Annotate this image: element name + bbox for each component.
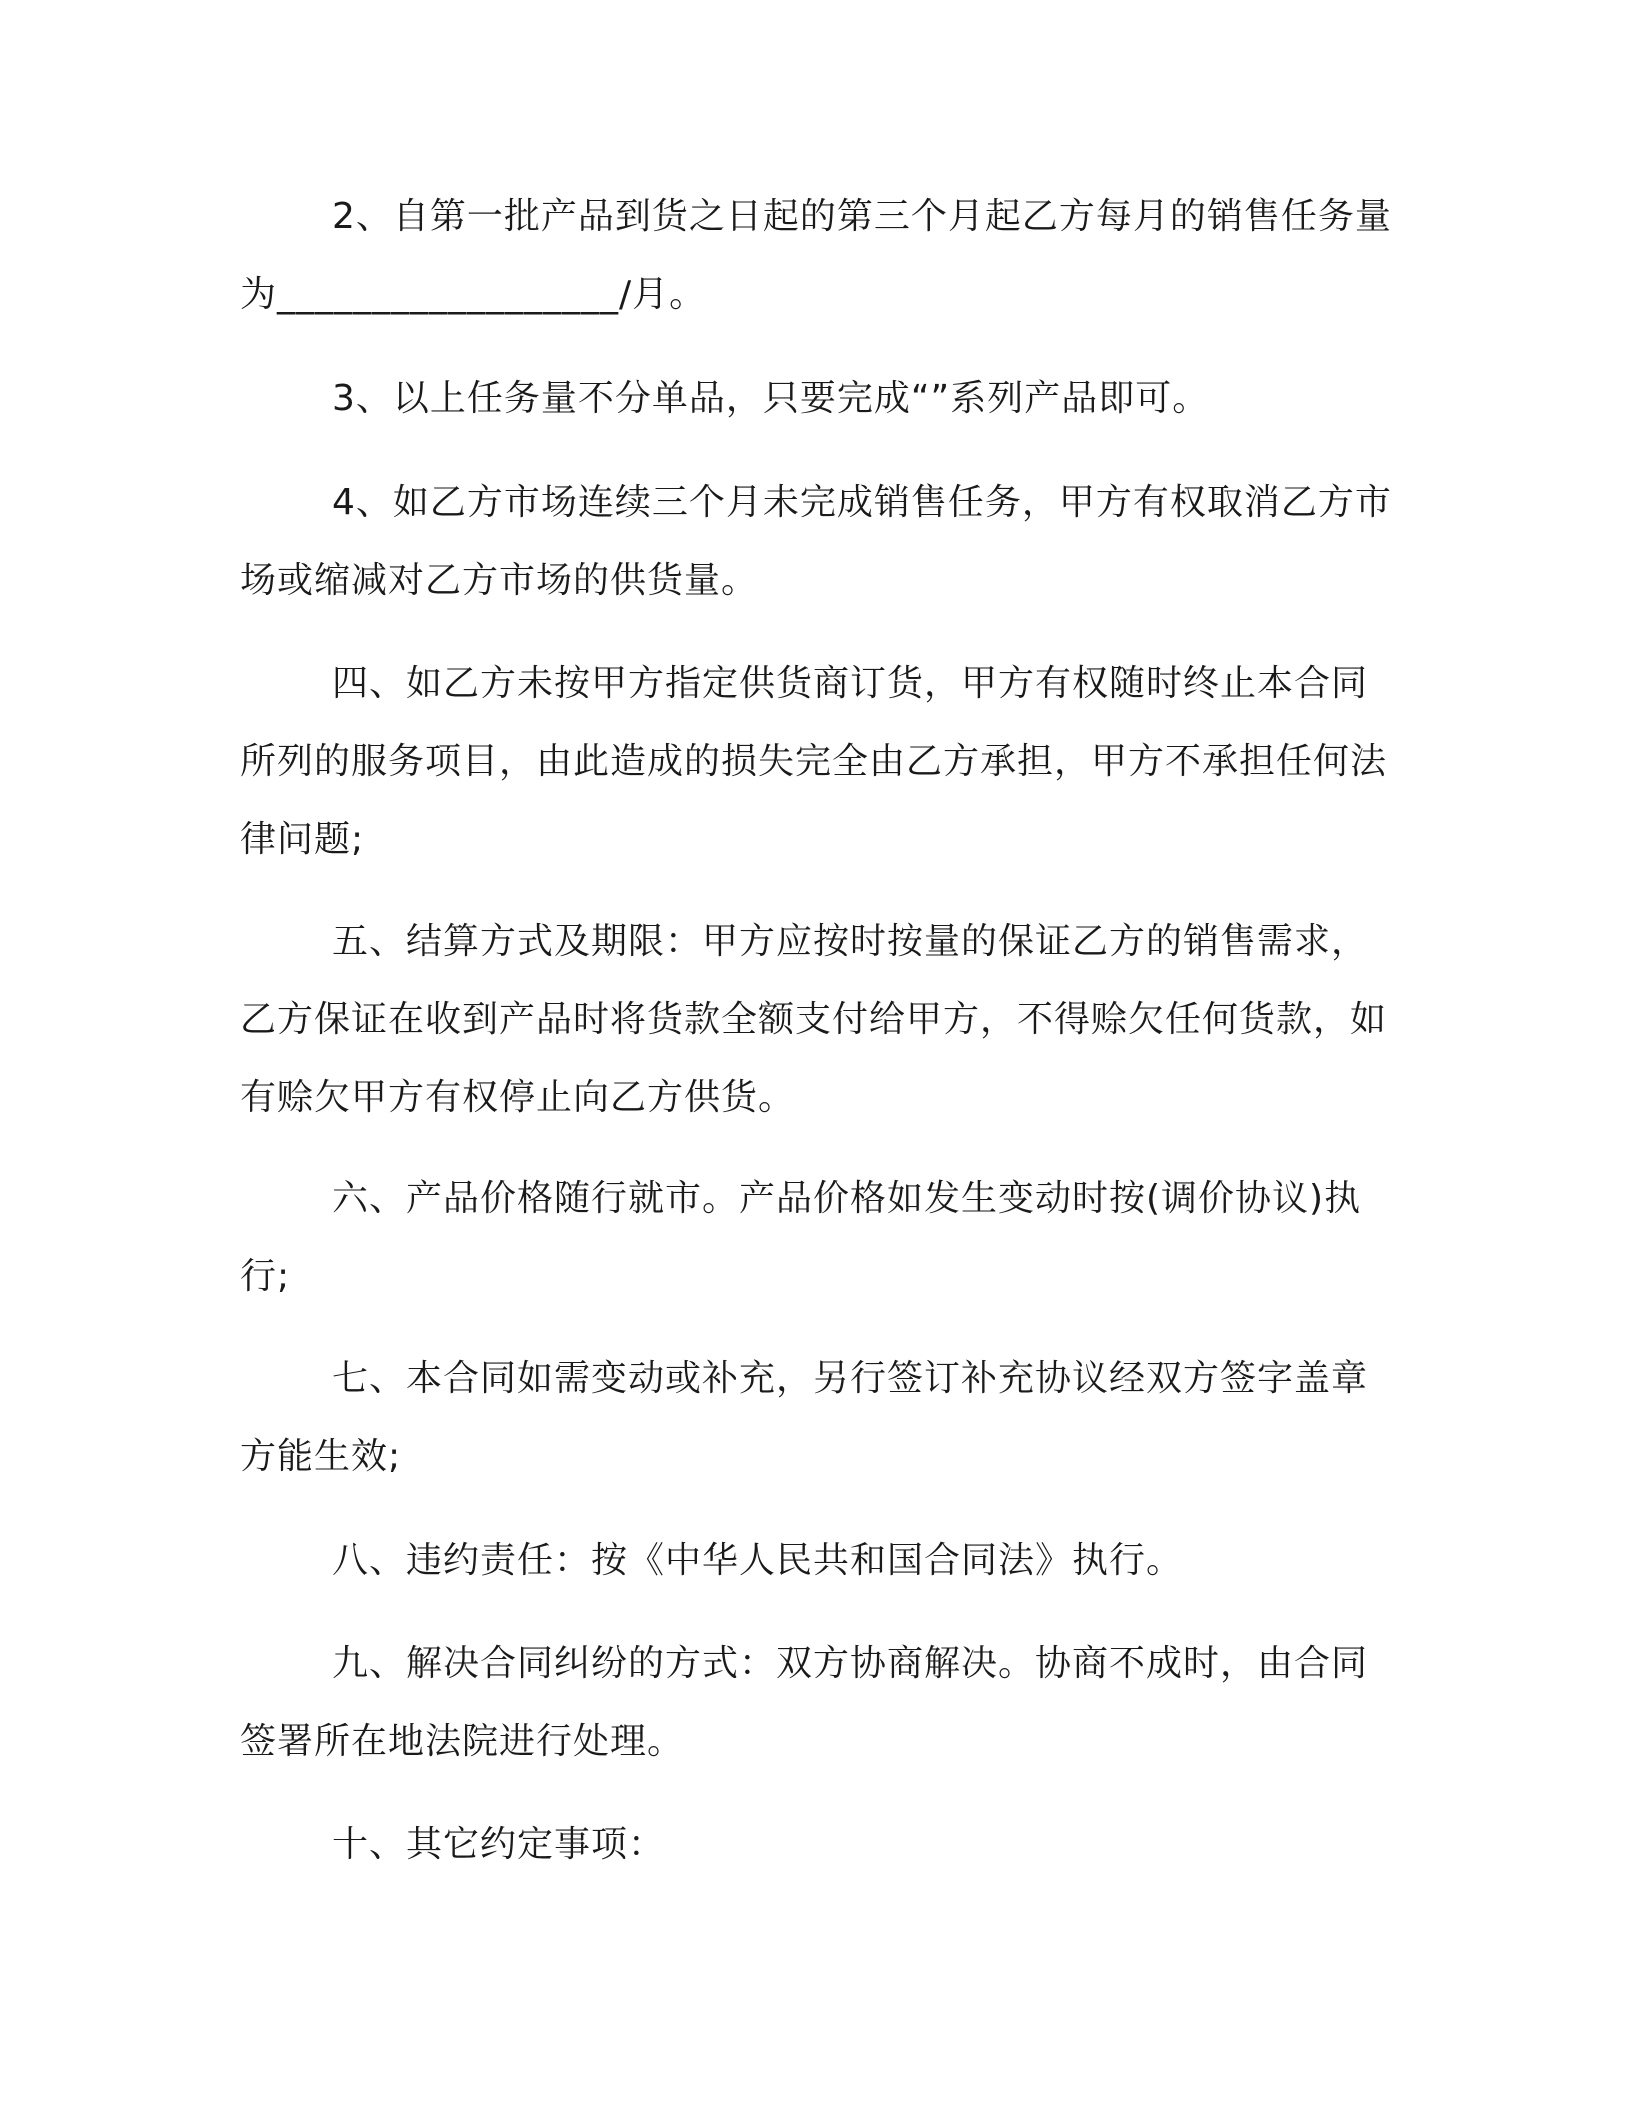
paragraph-clause-six: 六、产品价格随行就市。产品价格如发生变动时按(调价协议)执行; [240, 1178, 1362, 1297]
paragraph-clause-eight: 八、违约责任：按《中华人民共和国合同法》执行。 [332, 1540, 1184, 1581]
paragraph-clause-ten: 十、其它约定事项： [332, 1824, 666, 1865]
paragraph-task-scope: 3、以上任务量不分单品，只要完成“”系列产品即可。 [332, 378, 1210, 419]
paragraph-clause-seven: 七、本合同如需变动或补充，另行签订补充协议经双方签字盖章方能生效; [240, 1358, 1369, 1477]
paragraph-clause-five: 五、结算方式及期限：甲方应按时按量的保证乙方的销售需求，乙方保证在收到产品时将货款全额支付给甲方，不得赊欠任何货款，如有赊欠甲方有权停止向乙方供货。 [240, 921, 1388, 1118]
paragraph-sales-quota: 2、自第一批产品到货之日起的第三个月起乙方每月的销售任务量为__________________/月。 [240, 196, 1392, 315]
paragraph-clause-four: 四、如乙方未按甲方指定供货商订货，甲方有权随时终止本合同所列的服务项目，由此造成的损失完全由乙方承担，甲方不承担任何法律问题; [240, 663, 1388, 860]
paragraph-clause-nine: 九、解决合同纠纷的方式：双方协商解决。协商不成时，由合同签署所在地法院进行处理。 [240, 1643, 1369, 1762]
paragraph-quota-penalty: 4、如乙方市场连续三个月未完成销售任务，甲方有权取消乙方市场或缩减对乙方市场的供货量。 [240, 482, 1392, 601]
